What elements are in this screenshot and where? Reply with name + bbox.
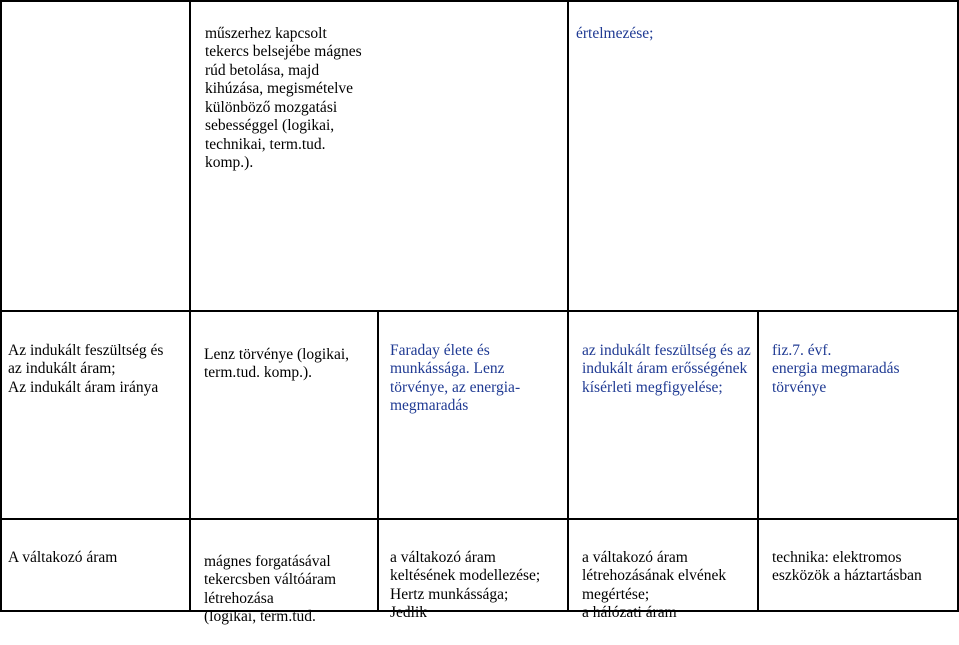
row-divider [0, 518, 959, 520]
table-cell [204, 534, 374, 645]
table-cell [772, 530, 955, 604]
cell-text: technika: elektromos eszközök a háztartásban [772, 548, 922, 584]
table-cell [582, 530, 754, 641]
table-cell [576, 6, 946, 62]
table-cell [390, 323, 565, 434]
row-divider [0, 0, 959, 2]
cell-text: mágnes forgatásával tekercsben váltóáram létrehozása (logikai, term.tud. [204, 552, 337, 625]
cell-text: az indukált feszültség és az indukált áram erősségének kísérleti megfigyelése; [582, 341, 751, 396]
cell-text: Lenz törvénye (logikai, term.tud. komp.). [204, 345, 350, 381]
cell-text: Az indukált feszültség és az indukált áram; Az indukált áram iránya [8, 341, 164, 396]
table-cell [205, 6, 405, 191]
table-cell [8, 530, 186, 586]
cell-text: értelmezése; [576, 24, 654, 42]
table-cell [204, 327, 374, 401]
cell-text: a váltakozó áram létrehozásának elvének megértése; a hálózati áram [582, 548, 727, 621]
column-divider [377, 310, 379, 612]
cell-text: műszerhez kapcsolt tekercs belsejébe mágnes rúd betolása, majd kihúzása, megismételve különböző mozgatási sebességgel (logikai, technikai, term.tud. komp.). [205, 24, 362, 171]
table-cell [8, 6, 184, 43]
column-divider [189, 0, 191, 612]
column-divider [757, 310, 759, 612]
table-cell [582, 323, 754, 416]
cell-text: Faraday élete és munkássága. Lenz törvénye, az energia- megmaradás [390, 341, 521, 414]
table-cell [8, 323, 186, 416]
column-divider [0, 0, 2, 612]
row-divider [0, 310, 959, 312]
table-cell [772, 323, 955, 416]
cell-text: a váltakozó áram keltésének modellezése; Hertz munkássága; Jedlik [390, 548, 541, 621]
column-divider [567, 0, 569, 612]
cell-text: fiz.7. évf. energia megmaradás törvénye [772, 341, 900, 396]
cell-text: A váltakozó áram [8, 548, 118, 566]
table-cell [390, 530, 565, 641]
